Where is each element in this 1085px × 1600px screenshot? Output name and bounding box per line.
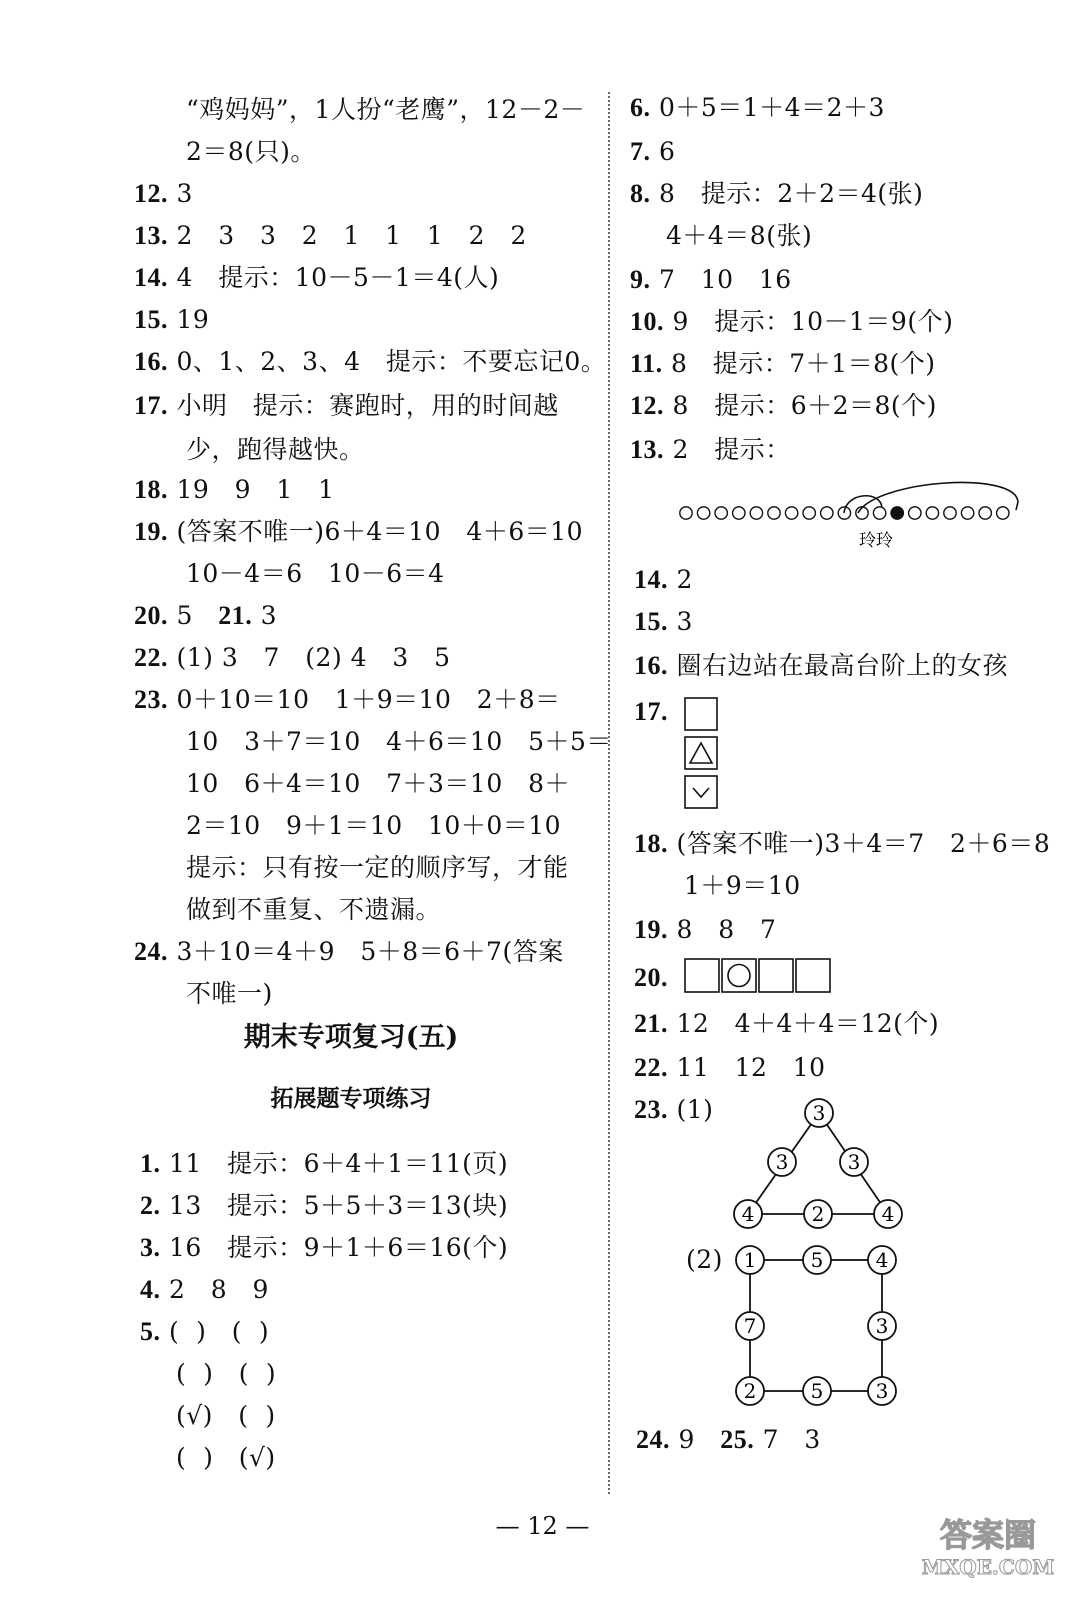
triangle-node-label: 4 [741, 1202, 755, 1226]
section-title: 期末专项复习(五) [243, 1022, 459, 1053]
answer-23-line5: 提示：只有按一定的顺序写，才能 [186, 853, 569, 882]
extension-answer-4: 4. 2 8 9 [140, 1275, 269, 1304]
bead [715, 507, 727, 519]
bead [768, 507, 780, 519]
chevron-down-icon [693, 788, 709, 797]
bead [821, 507, 833, 519]
empty-box [685, 959, 719, 992]
answer-24-25-right: 24. 9 25. 7 3 [636, 1425, 821, 1454]
bead [944, 507, 956, 519]
circle-icon [728, 965, 750, 987]
answer-6: 6. 0＋5＝1＋4＝2＋3 [630, 93, 885, 122]
bead [750, 507, 762, 519]
grouping-arc [858, 482, 1018, 513]
answer-8-line2: 4＋4＝8(张) [666, 221, 813, 250]
shape-boxes-17 [684, 697, 724, 813]
check-box [685, 776, 717, 808]
watermark-logo [909, 1512, 1067, 1582]
extension-answer-1: 1. 11 提示：6＋4＋1＝11(页) [140, 1149, 509, 1178]
answer-23-right: 23. (1) [634, 1095, 714, 1124]
number-shapes-figure [726, 1090, 916, 1420]
answer-23-line3: 10 6＋4＝10 7＋3＝10 8＋ [186, 769, 570, 798]
answer-20-21: 20. 5 21. 3 [134, 601, 278, 630]
answer-19: 19. (答案不唯一)6＋4＝10 4＋6＝10 [134, 517, 584, 546]
empty-box [685, 698, 717, 730]
rectangle-node-label: 1 [743, 1248, 757, 1272]
extension-answer-5-row2: ( ) ( ) [176, 1359, 277, 1388]
watermark-title: 答案圈 [939, 1516, 1037, 1554]
answer-18-right: 18. (答案不唯一)3＋4＝7 2＋6＝8 [634, 829, 1051, 858]
answer-23-line6: 做到不重复、不遗漏。 [186, 895, 442, 924]
bead [785, 507, 797, 519]
triangle-node-label: 3 [775, 1150, 789, 1174]
rectangle-frame [750, 1260, 882, 1391]
answer-17: 17. 小明 提示：赛跑时，用的时间越 [134, 391, 559, 420]
bead [979, 507, 991, 519]
bead [873, 507, 885, 519]
bead [909, 507, 921, 519]
answer-16: 16. 0、1、2、3、4 提示：不要忘记0。 [134, 347, 607, 376]
answer-10: 10. 9 提示：10－1＝9(个) [630, 307, 954, 336]
rectangle-node-label: 5 [810, 1379, 824, 1403]
shape-boxes-20 [684, 958, 836, 994]
answer-14-right: 14. 2 [634, 565, 693, 594]
empty-box [796, 959, 830, 992]
extension-answer-5-row3: (√) ( ) [176, 1401, 276, 1430]
bead [733, 507, 745, 519]
extension-answer-3: 3. 16 提示：9＋1＋6＝16(个) [140, 1233, 509, 1262]
bead [680, 507, 692, 519]
rectangle-node-label: 3 [875, 1314, 889, 1338]
answer-23-line2: 10 3＋7＝10 4＋6＝10 5＋5＝ [186, 727, 612, 756]
triangle-icon [690, 743, 712, 763]
answer-14: 14. 4 提示：10－5－1＝4(人) [134, 263, 500, 292]
answer-15-right: 15. 3 [634, 607, 693, 636]
answer-23-part2-label: (2) [686, 1245, 723, 1274]
bead [803, 507, 815, 519]
bead [997, 507, 1009, 519]
extension-answer-5: 5. ( ) ( ) [140, 1317, 270, 1346]
answer-9: 9. 7 10 16 [630, 265, 792, 294]
triangle-node-label: 2 [811, 1202, 825, 1226]
number-nodes [734, 1099, 902, 1405]
answer-18-line2: 1＋9＝10 [684, 871, 801, 900]
answer-24-line2: 不唯一) [186, 979, 273, 1008]
q11-continued-line2: 2＝8(只)。 [186, 137, 316, 166]
answer-23: 23. 0＋10＝10 1＋9＝10 2＋8＝ [134, 685, 561, 714]
answer-17-right: 17. [634, 697, 668, 726]
lingling-label: 玲玲 [859, 531, 893, 551]
bead [926, 507, 938, 519]
extension-answer-5-row4: ( ) (√) [176, 1443, 276, 1472]
answer-15: 15. 19 [134, 305, 210, 334]
watermark-url: MXQE.COM [921, 1555, 1055, 1579]
answer-12: 12. 3 [134, 179, 193, 208]
triangle-node-label: 3 [812, 1101, 826, 1125]
section-subtitle: 拓展题专项练习 [270, 1085, 432, 1112]
answer-18: 18. 19 9 1 1 [134, 475, 335, 504]
answer-19-line2: 10－4＝6 10－6＝4 [186, 559, 445, 588]
answer-19-right: 19. 8 8 7 [634, 915, 777, 944]
answer-24: 24. 3＋10＝4＋9 5＋8＝6＋7(答案 [134, 937, 564, 966]
answer-7: 7. 6 [630, 137, 676, 166]
answer-22: 22. (1) 3 7 (2) 4 3 5 [134, 643, 451, 672]
answer-13-right: 13. 2 提示： [630, 435, 791, 464]
answer-20-right: 20. [634, 963, 668, 992]
answer-16-right: 16. 圈右边站在最高台阶上的女孩 [634, 651, 1008, 680]
answer-22-right: 22. 11 12 10 [634, 1053, 826, 1082]
circle-line-figure [676, 470, 1026, 555]
bead [697, 507, 709, 519]
rectangle-node-label: 4 [875, 1248, 889, 1272]
answer-21-right: 21. 12 4＋4＋4＝12(个) [634, 1009, 940, 1038]
q11-continued-line1: “鸡妈妈”，1人扮“老鹰”，12－2－ [186, 95, 586, 124]
extension-answer-2: 2. 13 提示：5＋5＋3＝13(块) [140, 1191, 509, 1220]
triangle-node-label: 3 [847, 1150, 861, 1174]
answer-12-right: 12. 8 提示：6＋2＝8(个) [630, 391, 937, 420]
bead [961, 507, 973, 519]
filled-bead [891, 507, 903, 519]
page-number: — 12 — [495, 1512, 590, 1540]
rectangle-node-label: 2 [743, 1379, 757, 1403]
answer-17-line2: 少，跑得越快。 [186, 435, 365, 464]
rectangle-node-label: 3 [875, 1379, 889, 1403]
answer-11: 11. 8 提示：7＋1＝8(个) [630, 349, 936, 378]
empty-box [759, 959, 793, 992]
answer-8: 8. 8 提示：2＋2＝4(张) [630, 179, 924, 208]
triangle-node-label: 4 [881, 1202, 895, 1226]
rectangle-node-label: 5 [810, 1248, 824, 1272]
answer-23-line4: 2＝10 9＋1＝10 10＋0＝10 [186, 811, 562, 840]
answer-13: 13. 2 3 3 2 1 1 1 2 2 [134, 221, 527, 250]
rectangle-node-label: 7 [743, 1314, 757, 1338]
column-divider [608, 92, 610, 1494]
